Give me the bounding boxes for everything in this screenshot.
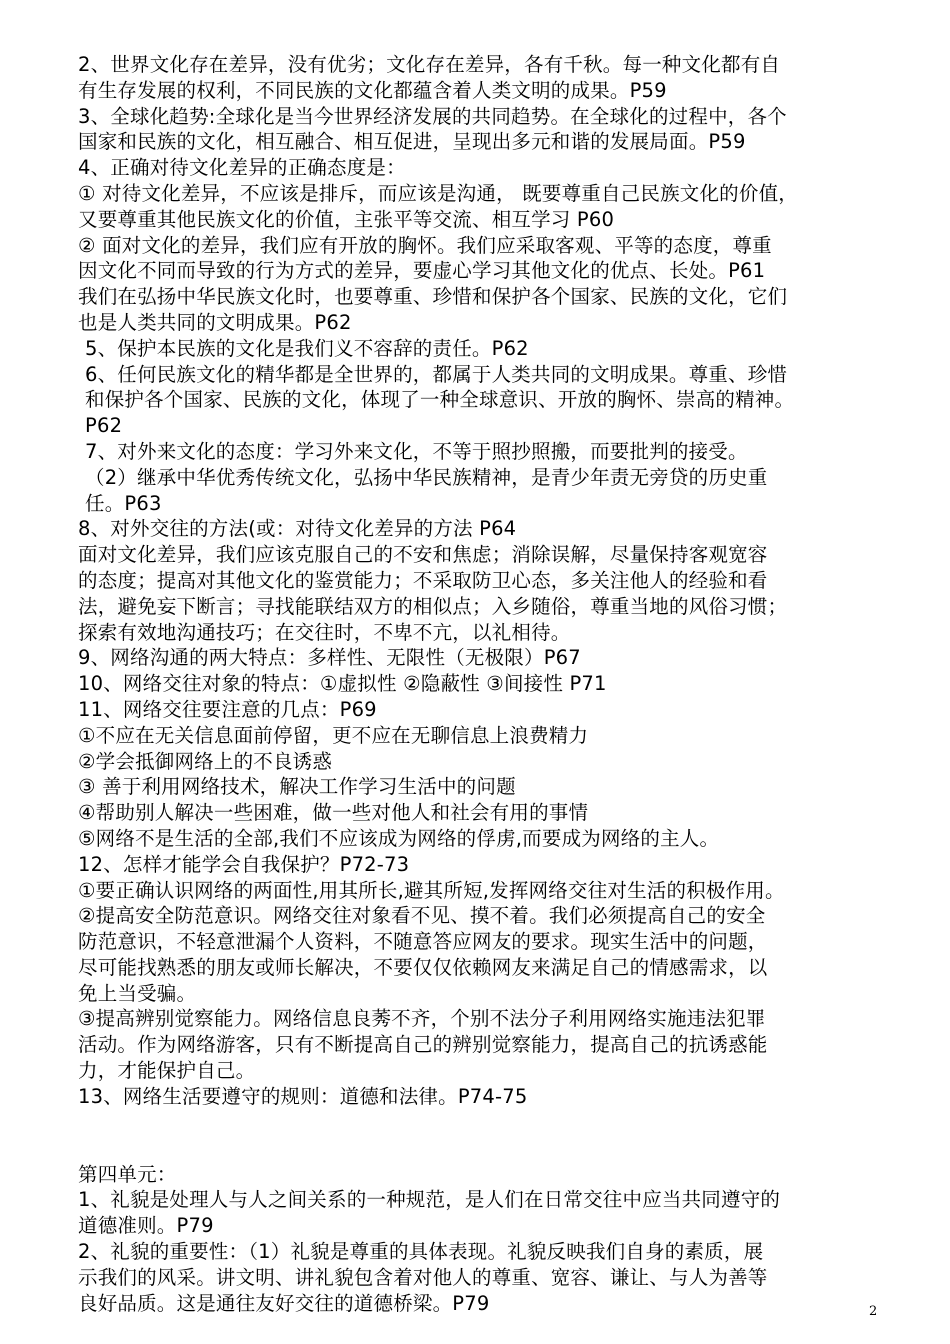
text-line: 国家和民族的文化，相互融合、相互促进，呈现出多元和谐的发展局面。P59: [78, 130, 746, 154]
document-body: [78, 52, 908, 1316]
text-line: 4、正确对待文化差异的正确态度是：: [78, 156, 406, 180]
section-cultural-differences: [78, 52, 908, 336]
text-line: 又要尊重其他民族文化的价值，主张平等交流、相互学习 P60: [78, 207, 615, 231]
text-line: 3、全球化趋势:全球化是当今世界经济发展的共同趋势。在全球化的过程中，各个: [78, 104, 787, 128]
text-line: 2、礼貌的重要性：（1）礼貌是尊重的具体表现。礼貌反映我们自身的素质，展: [78, 1240, 764, 1264]
text-line: ①要正确认识网络的两面性,用其所长,避其所短,发挥网络交往对生活的积极作用。: [78, 878, 785, 902]
text-line: 任。P63: [85, 491, 162, 515]
section-unit-four: [78, 1162, 908, 1317]
unit-heading: 第四单元：: [78, 1162, 177, 1186]
text-line: ③ 善于利用网络技术，解决工作学习生活中的问题: [78, 775, 516, 799]
text-line: 6、任何民族文化的精华都是全世界的，都属于人类共同的文明成果。尊重、珍惜: [85, 362, 788, 386]
text-line: 活动。作为网络游客，只有不断提高自己的辨别觉察能力，提高自己的抗诱惑能: [78, 1033, 768, 1057]
text-line: 和保护各个国家、民族的文化，体现了一种全球意识、开放的胸怀、崇高的精神。: [85, 388, 795, 412]
text-line: 良好品质。这是通往友好交往的道德桥梁。P79: [78, 1291, 490, 1315]
text-line: 力，才能保护自己。: [78, 1059, 256, 1083]
page-number: 2: [869, 1304, 878, 1319]
text-line: 1、礼貌是处理人与人之间关系的一种规范，是人们在日常交往中应当共同遵守的: [78, 1188, 781, 1212]
text-line: 8、对外交往的方法(或：对待文化差异的方法 P64: [78, 517, 517, 541]
section-network-communication: [78, 516, 908, 1109]
text-line: 探索有效地沟通技巧；在交往时，不卑不亢，以礼相待。: [78, 620, 571, 644]
text-line: 法，避免妄下断言；寻找能联结双方的相似点；入乡随俗，尊重当地的风俗习惯；: [78, 594, 788, 618]
text-line: 9、网络沟通的两大特点：多样性、无限性（无极限）P67: [78, 646, 581, 670]
text-line: ③提高辨别觉察能力。网络信息良莠不齐，个别不法分子利用网络实施违法犯罪: [78, 1007, 766, 1031]
text-line: （2）继承中华优秀传统文化，弘扬中华民族精神，是青少年责无旁贷的历史重: [85, 465, 768, 489]
text-line: 有生存发展的权利，不同民族的文化都蕴含着人类文明的成果。P59: [78, 78, 667, 102]
text-line: 道德准则。P79: [78, 1214, 214, 1238]
text-line: 面对文化差异，我们应该克服自己的不安和焦虑；消除误解，尽量保持客观宽容: [78, 543, 768, 567]
text-line: 10、网络交往对象的特点：①虚拟性 ②隐蔽性 ③间接性 P71: [78, 672, 607, 696]
text-line: P62: [85, 414, 123, 438]
text-line: 7、对外来文化的态度：学习外来文化，不等于照抄照搬，而要批判的接受。: [85, 439, 748, 463]
text-line: 免上当受骗。: [78, 981, 197, 1005]
text-line: ① 对待文化差异，不应该是排斥，而应该是沟通， 既要尊重自己民族文化的价值，: [78, 181, 798, 205]
text-line: 示我们的风采。讲文明、讲礼貌包含着对他人的尊重、宽容、谦让、与人为善等: [78, 1265, 768, 1289]
text-line: 12、怎样才能学会自我保护？P72-73: [78, 852, 410, 876]
text-line: ② 面对文化的差异，我们应有开放的胸怀。我们应采取客观、平等的态度，尊重: [78, 233, 772, 257]
text-line: 2、世界文化存在差异，没有优劣；文化存在差异，各有千秋。每一种文化都有自: [78, 53, 781, 76]
text-line: 防范意识，不轻意泄漏个人资料，不随意答应网友的要求。现实生活中的问题，: [78, 930, 768, 954]
section-spacer: [78, 1110, 908, 1162]
text-line: 13、网络生活要遵守的规则：道德和法律。P74-75: [78, 1084, 528, 1108]
text-line: ⑤网络不是生活的全部,我们不应该成为网络的俘虏,而要成为网络的主人。: [78, 826, 720, 850]
text-line: 尽可能找熟悉的朋友或师长解决，不要仅仅依赖网友来满足自己的情感需求，以: [78, 955, 768, 979]
text-line: 因文化不同而导致的行为方式的差异，要虚心学习其他文化的优点、长处。P61: [78, 259, 766, 283]
section-culture-protection: [78, 336, 908, 517]
text-line: 也是人类共同的文明成果。P62: [78, 310, 352, 334]
text-line: ①不应在无关信息面前停留，更不应在无聊信息上浪费精力: [78, 723, 589, 747]
text-line: ②提高安全防范意识。网络交往对象看不见、摸不着。我们必须提高自己的安全: [78, 904, 766, 928]
text-line: 的态度；提高对其他文化的鉴赏能力；不采取防卫心态，多关注他人的经验和看: [78, 568, 768, 592]
text-line: 我们在弘扬中华民族文化时，也要尊重、珍惜和保护各个国家、民族的文化，它们: [78, 285, 788, 309]
text-line: 11、网络交往要注意的几点：P69: [78, 697, 377, 721]
text-line: ②学会抵御网络上的不良诱惑: [78, 749, 333, 773]
text-line: ④帮助别人解决一些困难，做一些对他人和社会有用的事情: [78, 801, 589, 825]
text-line: 5、保护本民族的文化是我们义不容辞的责任。P62: [85, 336, 529, 360]
